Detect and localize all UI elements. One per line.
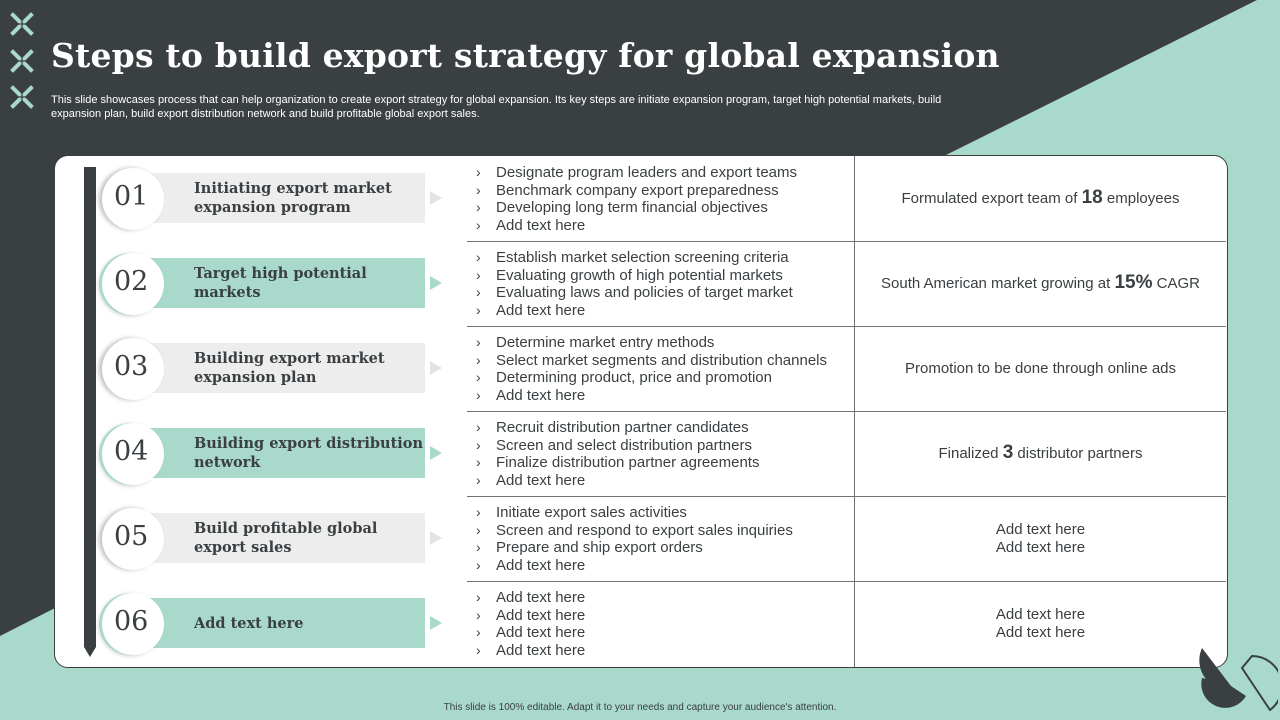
step-number: 04 [114,436,149,467]
bullet-text: Screen and respond to export sales inquiries [496,521,793,539]
step-label: Building export distribution network [194,435,424,471]
step-06 [100,581,450,666]
step-02 [100,241,450,326]
step-label-box [136,173,425,223]
outcome-line: Add text here [995,623,1086,641]
list-item [476,387,846,405]
chevron-right-icon: › [476,606,481,623]
outcome-suffix: distributor partners [1013,445,1143,462]
outcome-highlight-value: 3 [1002,442,1014,463]
step-03 [100,326,450,411]
bullet-text: Add text here [496,301,586,319]
step-label: Building export market expansion plan [194,350,385,386]
chevron-right-icon: › [476,216,481,233]
chevron-right-icon: › [476,436,481,453]
chevron-right-icon [430,361,442,375]
chevron-right-icon: › [476,181,481,198]
list-item [476,217,846,235]
list-item [476,522,846,540]
step-outcome [855,156,1226,241]
chevron-right-icon: › [476,351,481,368]
chevron-right-icon: › [476,504,481,520]
bullet-text: Determine market entry methods [496,334,715,351]
list-item [476,302,846,320]
list-item [476,504,846,522]
timeline-rail [84,167,96,647]
outcome-text [938,444,1142,463]
chevron-right-icon: › [476,521,481,538]
step-outcome [855,326,1226,411]
bullet-text: Add text here [496,216,586,234]
list-item [476,589,846,607]
chevron-right-icon: › [476,284,481,301]
list-item [476,182,846,200]
step-label-box [136,428,425,478]
list-item [476,539,846,557]
step-label: Initiating export market expansion program [194,180,392,216]
chevron-right-icon: › [476,454,481,471]
timeline-arrow-tip [84,647,96,657]
bullet-text: Add text here [496,606,586,624]
bullet-text: Add text here [496,556,586,574]
step-label: Build profitable global export sales [194,520,378,556]
bullet-text: Select market segments and distribution channels [496,351,828,369]
chevron-right-icon: › [476,249,481,265]
step-bullet-list [476,334,846,404]
list-item [476,199,846,217]
bullet-text: Determining product, price and promotion [496,369,772,387]
step-bullet-list [476,249,846,319]
step-bullet-list [476,419,846,489]
step-04 [100,411,450,496]
list-item [476,557,846,575]
outcome-highlight-value: 15% [1114,272,1153,293]
chevron-right-icon: › [476,589,481,605]
list-item [476,249,846,267]
chevron-right-icon: › [476,419,481,435]
step-label-box [136,598,425,648]
outcome-prefix: Formulated export team of [901,190,1082,207]
bullet-text: Initiate export sales activities [496,504,687,521]
chevron-right-icon: › [476,199,481,216]
bullet-text: Evaluating growth of high potential markets [496,266,783,284]
step-01 [100,156,450,241]
step-bullet-list [476,504,846,574]
slide-subtitle: This slide showcases process that can help organization to create export strategy for global expansion. Its key steps are initiate expansion program, target high potential markets, build expansion plan, build export distribution network and build profitable global export sales. [51,94,942,120]
step-bullet-list [476,164,846,234]
chevron-right-icon: › [476,556,481,573]
outcome-line: Add text here [995,538,1086,556]
list-item [476,642,846,660]
list-item [476,607,846,625]
step-label-box [136,513,425,563]
chevron-right-icon: › [476,471,481,488]
list-item [476,352,846,370]
chevron-right-icon [430,191,442,205]
bullet-text: Add text here [496,624,586,642]
step-number: 06 [114,606,149,637]
bullet-text: Add text here [496,471,586,489]
chevron-right-icon [430,446,442,460]
bullet-text: Establish market selection screening criteria [496,249,789,266]
outcome-prefix: Promotion to be done through online ads [904,360,1177,377]
list-item [476,454,846,472]
chevron-right-icon: › [476,641,481,658]
bullet-text: Finalize distribution partner agreements [496,454,760,472]
list-item [476,419,846,437]
outcome-suffix: CAGR [1152,275,1200,292]
step-number: 05 [114,521,149,552]
list-item [476,437,846,455]
bullet-text: Developing long term financial objectives [496,199,768,217]
cross-pattern-icon [8,83,36,111]
chevron-right-icon [430,531,442,545]
step-outcome [855,241,1226,326]
outcome-prefix: South American market growing at [881,275,1115,292]
step-bullet-list [476,589,846,659]
chevron-right-icon [430,616,442,630]
list-item [476,369,846,387]
bullet-text: Recruit distribution partner candidates [496,419,749,436]
step-outcome [855,581,1226,666]
bullet-text: Prepare and ship export orders [496,539,703,557]
outcome-highlight-value: 18 [1081,187,1103,208]
bullet-text: Designate program leaders and export teams [496,164,797,181]
bullet-text: Screen and select distribution partners [496,436,752,454]
list-item [476,267,846,285]
step-label: Target high potential markets [194,265,367,301]
chevron-right-icon: › [476,164,481,180]
step-outcome [855,496,1226,581]
outcome-text [905,359,1176,378]
chevron-right-icon: › [476,369,481,386]
outcome-text [902,189,1180,208]
chevron-right-icon: › [476,386,481,403]
step-number: 02 [114,266,149,297]
step-number: 03 [114,351,149,382]
list-item [476,472,846,490]
bullet-text: Add text here [496,386,586,404]
outcome-line: Add text here [995,520,1086,538]
bullet-text: Evaluating laws and policies of target market [496,284,793,302]
chevron-right-icon: › [476,624,481,641]
list-item [476,334,846,352]
step-05 [100,496,450,581]
chevron-right-icon: › [476,301,481,318]
cross-pattern-icon [8,10,36,38]
step-label-box [136,343,425,393]
chevron-right-icon [430,276,442,290]
list-item [476,624,846,642]
list-item [476,164,846,182]
cross-pattern-icon [8,47,36,75]
list-item [476,284,846,302]
outcome-suffix: employees [1102,190,1180,207]
chevron-right-icon: › [476,539,481,556]
outcome-prefix: Finalized [938,445,1003,462]
chevron-right-icon: › [476,266,481,283]
step-label: Add text here [194,614,304,632]
bullet-text: Benchmark company export preparedness [496,181,779,199]
step-number: 01 [114,181,149,212]
chevron-right-icon: › [476,334,481,350]
outcome-line: Add text here [995,605,1086,623]
slide-title: Steps to build export strategy for global expansion [51,36,1000,75]
footer-note: This slide is 100% editable. Adapt it to your needs and capture your audience's attention. [443,702,837,713]
outcome-text [881,274,1200,293]
bullet-text: Add text here [496,641,586,659]
bullet-text: Add text here [496,589,586,606]
step-outcome [855,411,1226,496]
step-label-box [136,258,425,308]
